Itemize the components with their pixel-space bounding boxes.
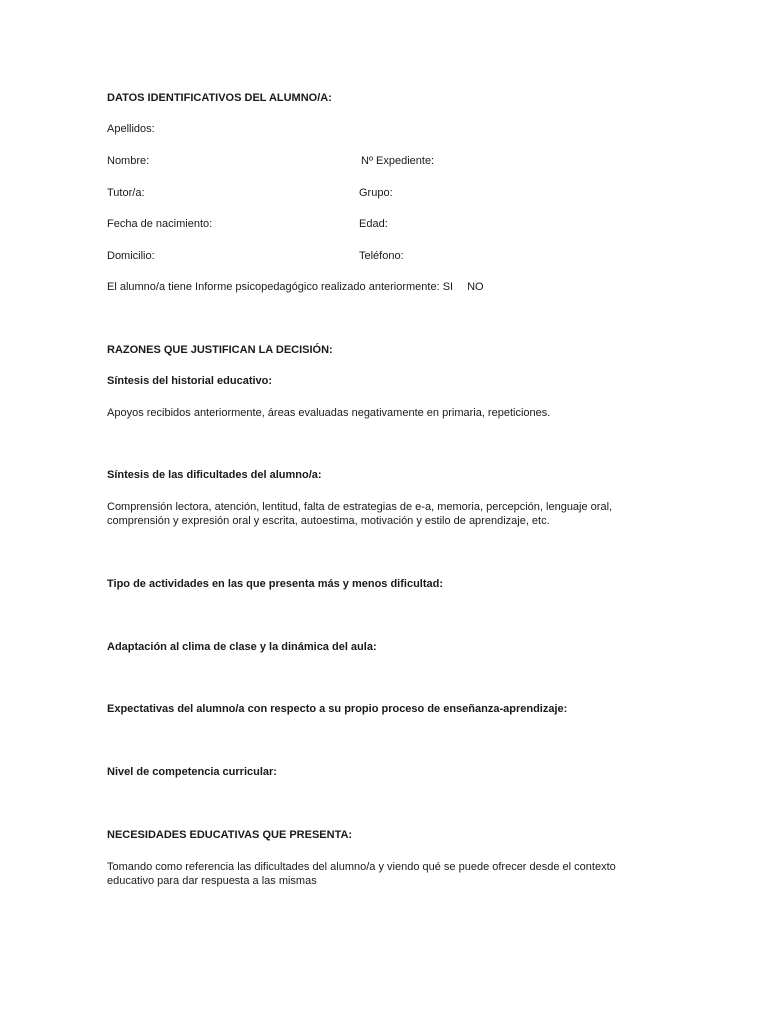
expectativas-heading: Expectativas del alumno/a con respecto a su propio proceso de enseñanza-aprendizaje:: [107, 703, 568, 715]
historial-text: Apoyos recibidos anteriormente, áreas evaluadas negativamente en primaria, repeticiones.: [107, 407, 551, 419]
fecha-nacimiento-label: Fecha de nacimiento:: [107, 218, 213, 230]
informe-row: [107, 280, 484, 294]
student-data-heading: DATOS IDENTIFICATIVOS DEL ALUMNO/A:: [107, 92, 332, 104]
dificultades-line-2: comprensión y expresión oral y escrita, autoestima, motivación y estilo de aprendizaje, etc.: [107, 515, 550, 527]
adaptacion-heading: Adaptación al clima de clase y la dinámica del aula:: [107, 641, 377, 653]
actividades-heading: Tipo de actividades en las que presenta más y menos dificultad:: [107, 578, 444, 590]
historial-heading: Síntesis del historial educativo:: [107, 375, 273, 387]
telefono-label: Teléfono:: [359, 250, 404, 262]
nombre-label: Nombre:: [107, 155, 150, 167]
expediente-label: Nº Expediente:: [361, 155, 435, 167]
row-nombre: [107, 154, 567, 168]
needs-line-2: educativo para dar respuesta a las mismas: [107, 875, 317, 887]
dificultades-text: [107, 500, 647, 528]
edad-label: Edad:: [359, 218, 388, 230]
reasons-heading: RAZONES QUE JUSTIFICAN LA DECISIÓN:: [107, 344, 333, 356]
needs-heading: NECESIDADES EDUCATIVAS QUE PRESENTA:: [107, 829, 353, 841]
row-fecha: [107, 217, 567, 231]
needs-line-1: Tomando como referencia las dificultades del alumno/a y viendo qué se puede ofrecer desde el contexto: [107, 861, 616, 873]
row-tutor: [107, 186, 567, 200]
informe-no-option: NO: [467, 281, 484, 293]
apellidos-label: Apellidos:: [107, 123, 155, 135]
needs-text: [107, 860, 647, 888]
grupo-label: Grupo:: [359, 187, 393, 199]
domicilio-label: Domicilio:: [107, 250, 155, 262]
dificultades-heading: Síntesis de las dificultades del alumno/a:: [107, 469, 322, 481]
tutor-label: Tutor/a:: [107, 187, 145, 199]
informe-question: El alumno/a tiene Informe psicopedagógico realizado anteriormente: SI: [107, 281, 454, 293]
dificultades-line-1: Comprensión lectora, atención, lentitud, falta de estrategias de e-a, memoria, percepción, lenguaje oral,: [107, 501, 613, 513]
nivel-heading: Nivel de competencia curricular:: [107, 766, 277, 778]
row-domicilio: [107, 249, 567, 263]
